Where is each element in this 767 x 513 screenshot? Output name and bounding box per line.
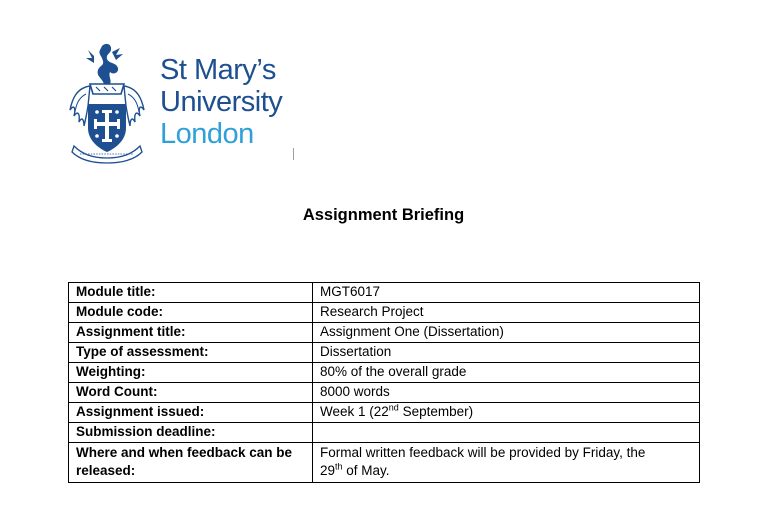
row-label: Where and when feedback can be released: [69,443,313,483]
row-value: Assignment One (Dissertation) [313,323,700,343]
table-row [69,303,700,323]
issued-ordinal-suffix: nd [388,402,399,413]
table-row [69,283,700,303]
wordmark-line-3: London [160,118,254,150]
document-heading: Assignment Briefing [302,206,465,224]
row-label: Submission deadline: [69,423,313,443]
wordmark-line-2: University [160,86,283,118]
row-value: 80% of the overall grade [313,363,700,383]
row-value [313,403,700,423]
row-label: Type of assessment: [69,343,313,363]
feedback-text-before: 29 [320,463,336,478]
feedback-ordinal-suffix: th [335,461,343,472]
wordmark-line-1: St Mary’s [160,54,276,86]
table-row [69,323,700,343]
row-label: Word Count: [69,383,313,403]
feedback-text-line-1: Formal written feedback will be provided by Friday, the [320,445,646,460]
row-value: 8000 words [313,383,700,403]
university-wordmark [160,54,282,150]
logo-divider [293,148,294,160]
issued-text-after: September) [398,404,474,419]
issued-text-before: Week 1 (22 [320,404,389,419]
row-value: MGT6017 [313,283,700,303]
row-value [313,443,700,483]
row-label: Assignment title: [69,323,313,343]
row-label: Module code: [69,303,313,323]
row-label: Weighting: [69,363,313,383]
row-label: Module title: [69,283,313,303]
table-row [69,423,700,443]
table-row [69,343,700,363]
row-value [313,423,700,443]
university-logo [66,42,306,166]
table-row [69,443,700,483]
table-row [69,403,700,423]
feedback-text-after: of May. [342,463,390,478]
table-row [69,383,700,403]
assignment-details-table [68,282,700,483]
university-crest-icon [66,42,148,164]
row-value: Dissertation [313,343,700,363]
table-row [69,363,700,383]
row-value: Research Project [313,303,700,323]
row-label: Assignment issued: [69,403,313,423]
